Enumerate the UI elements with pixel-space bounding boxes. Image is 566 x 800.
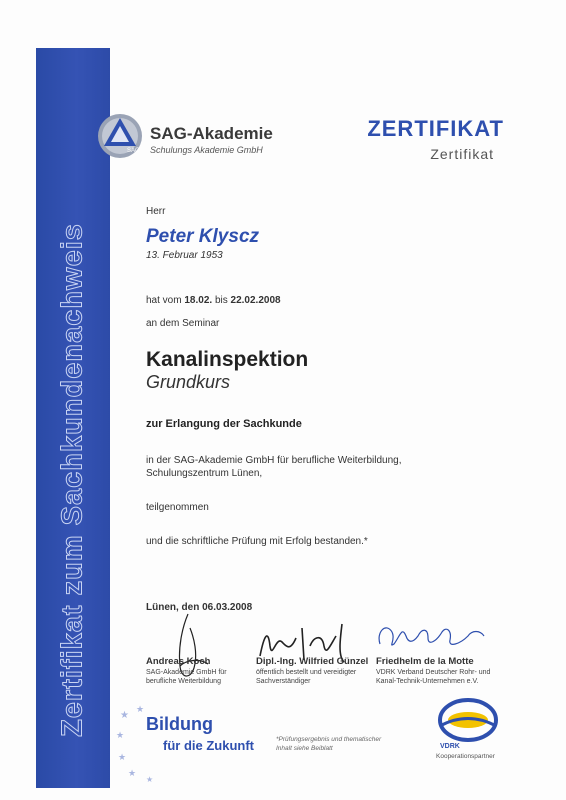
- institution-line1: in der SAG-Akademie GmbH für berufliche Weiterbildung,: [146, 455, 402, 466]
- salutation: Herr: [146, 206, 166, 217]
- signatory-1-role-line1: SAG-Akademie GmbH für: [146, 669, 227, 676]
- exam-result: und die schriftliche Prüfung mit Erfolg bestanden.*: [146, 536, 368, 547]
- svg-text:★: ★: [120, 710, 129, 721]
- seminar-intro: an dem Seminar: [146, 318, 220, 329]
- signatory-3-role-line1: VDRK Verband Deutscher Rohr- und: [376, 669, 491, 676]
- svg-text:★: ★: [128, 768, 137, 778]
- signatory-2-role-line1: öffentlich bestellt und vereidigter: [256, 669, 357, 676]
- participated: teilgenommen: [146, 502, 209, 513]
- vdrk-label: VDRK: [440, 743, 460, 750]
- course-subtitle: Grundkurs: [146, 372, 231, 392]
- signature-delamotte: [372, 614, 492, 660]
- signatory-2-role: [256, 668, 356, 686]
- certificate-subtitle: Zertifikat: [430, 146, 494, 162]
- svg-text:★: ★: [118, 752, 127, 762]
- svg-text:★: ★: [116, 730, 125, 740]
- signatory-1-role: [146, 668, 227, 686]
- date-middle: bis: [214, 295, 228, 306]
- slogan-bildung: Bildung: [146, 714, 213, 734]
- date-from: 18.02.: [184, 295, 213, 306]
- footnote-line2: Inhalt siehe Beiblatt: [276, 745, 333, 752]
- signatory-3-role-line2: Kanal-Technik-Unternehmen e.V.: [376, 678, 479, 685]
- birth-date: 13. Februar 1953: [146, 250, 223, 261]
- signatory-2-name: Dipl.-Ing. Wilfried Günzel: [256, 656, 369, 667]
- signatory-1-role-line2: berufliche Weiterbildung: [146, 678, 221, 685]
- svg-text:★: ★: [146, 775, 154, 784]
- org-name: SAG-Akademie: [150, 124, 273, 143]
- footnote: [276, 735, 381, 753]
- signatory-2-role-line2: Sachverständiger: [256, 678, 311, 685]
- date-prefix: hat vom: [146, 295, 182, 306]
- signatory-3-name: Friedhelm de la Motte: [376, 656, 474, 667]
- org-subtitle: Schulungs Akademie GmbH: [150, 145, 263, 155]
- signatory-3-role: [376, 668, 490, 686]
- vdrk-logo: [428, 696, 508, 748]
- place-date: Lünen, den 06.03.2008: [146, 602, 253, 613]
- svg-text:★: ★: [136, 704, 145, 714]
- course-title: Kanalinspektion: [146, 348, 309, 371]
- certificate-title: ZERTIFIKAT: [367, 116, 504, 141]
- partner-label: Kooperationspartner: [436, 753, 495, 760]
- purpose: zur Erlangung der Sachkunde: [146, 418, 302, 430]
- logo-letters: SAG: [127, 148, 140, 154]
- institution-line2: Schulungszentrum Lünen,: [146, 468, 263, 479]
- recipient-name: Peter Klyscz: [146, 226, 260, 247]
- sag-logo: [96, 112, 144, 160]
- slogan-zukunft: für die Zukunft: [163, 738, 254, 753]
- date-range: [146, 295, 281, 306]
- signatory-1-name: Andreas Koch: [146, 656, 211, 667]
- footnote-line1: *Prüfungsergebnis und thematischer: [276, 736, 382, 743]
- date-to: 22.02.2008: [230, 295, 281, 306]
- side-band-text: Zertifikat zum Sachkundenachweis: [56, 223, 89, 737]
